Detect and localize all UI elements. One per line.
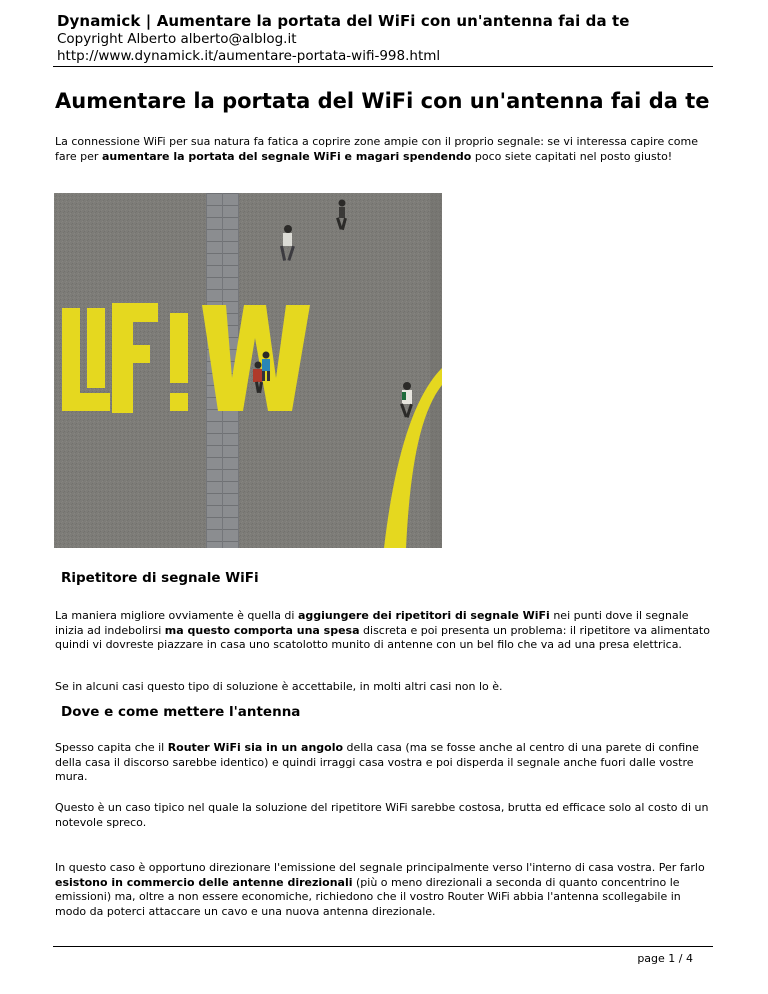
text-run: discreta e poi presenta un problema: il ripetitore va alimentato quindi vi dovreste piazzare in casa uno scatolotto munito di antenne con un bel filo che va ad una presa elettrica.	[55, 623, 710, 652]
footer-divider	[53, 946, 713, 947]
header-divider	[53, 66, 713, 67]
intro-text-1: La connessione WiFi per sua natura fa fatica a coprire zone ampie con il proprio segnale: se vi interessa capire come fare per	[55, 135, 698, 163]
text-run: della casa (ma se fosse anche al centro di una parete di confine della casa il discorso sarebbe identico) e quindi irraggi casa vostra e poi disperda il segnale anche fuori dalle vostre mura.	[55, 741, 699, 784]
section-heading-antenna: Dove e come mettere l'antenna	[61, 704, 301, 720]
site-title: Dynamick | Aumentare la portata del WiFi con un'antenna fai da te	[57, 12, 630, 30]
bold-run: aggiungere dei ripetitori di segnale WiFi	[297, 609, 550, 622]
intro-text-2: poco siete capitati nel posto giusto!	[471, 149, 673, 163]
text-run: In questo caso è opportuno direzionare l'emissione del segnale principalmente verso l'interno di casa vostra. Per farlo	[55, 861, 705, 874]
intro-paragraph	[55, 135, 711, 164]
antenna-paragraph-2: Questo è un caso tipico nel quale la soluzione del ripetitore WiFi sarebbe costosa, brutta ed efficace solo al costo di un notevole spreco.	[55, 801, 709, 829]
intro-bold-1: aumentare la portata del segnale WiFi e magari spendendo	[101, 149, 472, 163]
section-heading-ripetitore: Ripetitore di segnale WiFi	[61, 570, 259, 586]
antenna-paragraph-3	[55, 861, 711, 920]
text-run: Spesso capita che il	[55, 741, 168, 754]
article-url[interactable]: http://www.dynamick.it/aumentare-portata-wifi-998.html	[57, 48, 441, 64]
ripetitore-paragraph-2: Se in alcuni casi questo tipo di soluzione è accettabile, in molti altri casi non lo è.	[55, 680, 503, 693]
text-run: nei punti dove il segnale inizia ad indebolirsi	[55, 609, 689, 637]
text-run: (più o meno direzionali a seconda di quanto concentrino le emissioni) ma, oltre a non essere economiche, richiedono che il vostro Router WiFi abbia l'antenna scollegabile in modo da poterci attaccare un cavo e una nuova antenna direzionale.	[55, 875, 681, 919]
bold-run: esistono in commercio delle antenne direzionali	[55, 875, 353, 889]
bold-run: Router WiFi sia in un angolo	[167, 741, 344, 754]
article-title: Aumentare la portata del WiFi con un'antenna fai da te	[55, 89, 710, 113]
copyright-line: Copyright Alberto alberto@alblog.it	[57, 31, 297, 47]
wifi-pavement-photo	[54, 193, 442, 548]
bold-run: ma questo comporta una spesa	[164, 623, 360, 637]
ripetitore-paragraph-1	[55, 609, 711, 653]
page-number: page 1 / 4	[637, 952, 693, 965]
text-run: La maniera migliore ovviamente è quella di	[55, 609, 298, 622]
antenna-paragraph-1	[55, 741, 711, 785]
